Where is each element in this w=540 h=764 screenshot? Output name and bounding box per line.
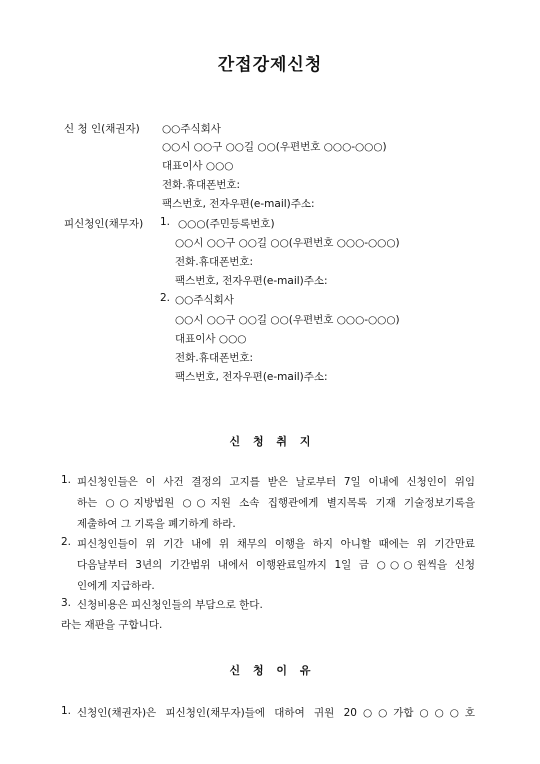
purpose-item-2-number: 2. [61, 536, 72, 548]
respondent-1-fax-email: 팩스번호, 전자우편(e-mail)주소: [175, 275, 328, 287]
respondent-2-representative: 대표이사 ○○○ [175, 333, 247, 345]
respondent-2-address: ○○시 ○○구 ○○길 ○○(우편번호 ○○○-○○○) [175, 314, 400, 326]
purpose-item-1-line-2: 하는 ○○지방법원 ○○지원 소속 집행관에게 별지목록 기재 기술정보기록을 [77, 497, 475, 509]
purpose-item-1-line-3: 제출하여 그 기록을 폐기하게 하라. [77, 518, 236, 530]
purpose-heading: 신 청 취 지 [229, 435, 311, 448]
respondent-2-company: ○○주식회사 [175, 294, 234, 306]
reasons-item-1-number: 1. [61, 705, 72, 717]
applicant-company: ○○주식회사 [162, 123, 221, 135]
applicant-fax-email: 팩스번호, 전자우편(e-mail)주소: [162, 198, 315, 210]
purpose-item-2-line-3: 인에게 지급하라. [77, 580, 155, 592]
purpose-item-1-number: 1. [61, 474, 72, 486]
respondent-1-name: ○○○(주민등록번호) [178, 218, 275, 230]
respondent-2-fax-email: 팩스번호, 전자우편(e-mail)주소: [175, 371, 328, 383]
respondent-1-phone: 전화․휴대폰번호: [175, 256, 254, 268]
purpose-item-2-line-1: 피신청인들이 위 기간 내에 위 채무의 이행을 하지 아니할 때에는 위 기간만료 [77, 538, 475, 550]
purpose-item-2-line-2: 다음날부터 3년의 기간범위 내에서 이행완료일까지 1일 금 ○○○원씩을 신청 [77, 559, 475, 571]
respondents-label: 피신청인(채무자) [64, 218, 144, 230]
purpose-item-3-line-1: 신청비용은 피신청인들의 부담으로 한다. [77, 599, 263, 611]
purpose-item-1-line-1: 피신청인들은 이 사건 결정의 고지를 받은 날로부터 7일 이내에 신청인이 위임 [77, 476, 475, 488]
document-title: 간접강제신청 [217, 55, 323, 75]
applicant-phone: 전화․휴대폰번호: [162, 179, 241, 191]
purpose-item-3-number: 3. [61, 597, 72, 609]
applicant-address: ○○시 ○○구 ○○길 ○○(우편번호 ○○○-○○○) [162, 141, 387, 153]
reasons-item-1-line-1: 신청인(채권자)은 피신청인(채무자)들에 대하여 귀원 20○○가합○○○호 [77, 707, 475, 719]
applicant-representative: 대표이사 ○○○ [162, 160, 234, 172]
respondent-2-phone: 전화․휴대폰번호: [175, 352, 254, 364]
purpose-closing: 라는 재판을 구합니다. [61, 619, 163, 631]
reasons-heading: 신 청 이 유 [229, 664, 311, 677]
respondent-1-address: ○○시 ○○구 ○○길 ○○(우편번호 ○○○-○○○) [175, 237, 400, 249]
applicant-label: 신 청 인(채권자) [64, 123, 140, 135]
respondent-1-number: 1. [160, 216, 171, 228]
respondent-2-number: 2. [160, 292, 171, 304]
